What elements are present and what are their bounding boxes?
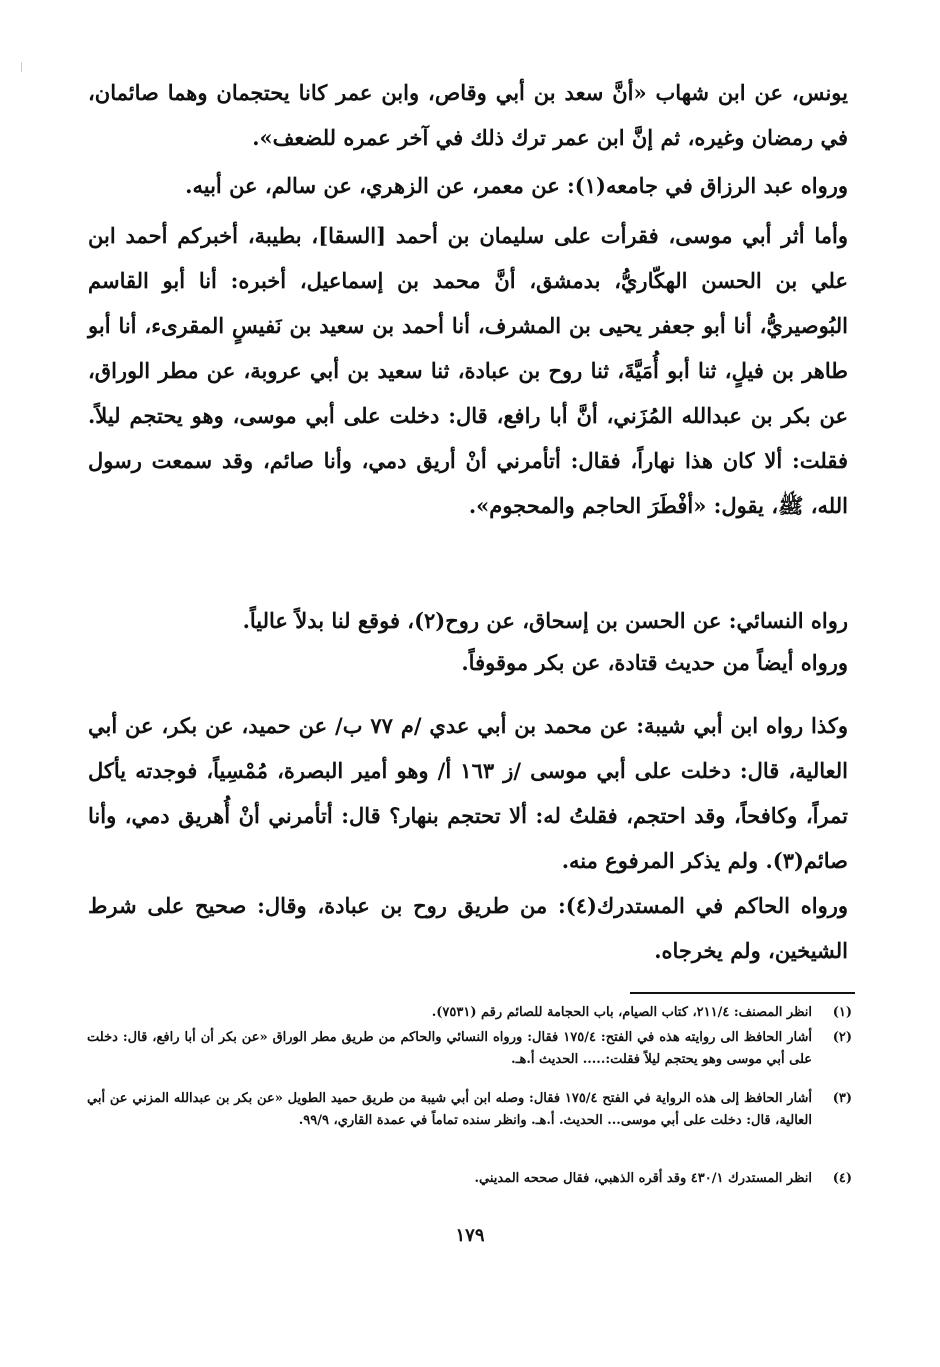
paragraph-qatada: ورواه أيضاً من حديث قتادة، عن بكر موقوفاً.	[461, 650, 848, 675]
footnote-text: انظر المستدرك ٤٣٠/١ وقد أقره الذهبي، فقال صححه المديني.	[474, 1171, 812, 1186]
footnote-text: أشار الحافظ الى روايته هذه في الفتح: ١٧٥/٤ فقال: ورواه النسائي والحاكم من طريق مطر الوراق «عن بكر أن أبا رافع، قال: دخلت على أبي موسى وهو يحتجم ليلاً فقلت:..... الحديث أ.هـ.	[87, 1030, 813, 1067]
footnote-1	[87, 1002, 852, 1024]
paragraph-abdulrazzaq: ورواه عبد الرزاق في جامعه(١): عن معمر، عن الزهري، عن سالم، عن أبيه.	[185, 173, 848, 198]
footnote-text: أشار الحافظ إلى هذه الرواية في الفتح ١٧٥/٤ فقال: وصله ابن أبي شيبة من طريق حميد الطويل «عن بكر بن عبدالله المزني عن أبي العالية، قال: دخلت على أبي موسى... الحديث. أ.هـ. وانظر سنده تماماً في عمدة القاري، ٩٩/٩.	[87, 1091, 812, 1128]
paragraph-ibn-abi-shaiba: وكذا رواه ابن أبي شيبة: عن محمد بن أبي عدي /م ٧٧ ب/ عن حميد، عن بكر، عن أبي العالية، قال: دخلت على أبي موسى /ز ١٦٣ أ/ وهو أمير البصرة، مُمْسِياً، فوجدته يأكل تمراً، وكافحاً، وقد احتجم، فقلتُ له: ألا تحتجم بنهار؟ قال: أتأمرني أنْ أُهريق دمي، وأنا صائم(٣). ولم يذكر المرفوع منه.	[88, 713, 849, 873]
paragraph-intro: يونس، عن ابن شهاب «أنَّ سعد بن أبي وقاص، وابن عمر كانا يحتجمان وهما صائمان، في رمضان وغيره، ثم إنَّ ابن عمر ترك ذلك في آخر عمره للضعف».	[88, 80, 848, 150]
footnote-number: (١)	[832, 1005, 852, 1020]
paragraph-hakim: ورواه الحاكم في المستدرك(٤): من طريق روح بن عبادة، وقال: صحيح على شرط الشيخين، ولم يخرجاه.	[88, 893, 848, 963]
page-number: ١٧٩	[455, 1225, 485, 1246]
footnote-number: (٢)	[832, 1030, 852, 1045]
footnote-number: (٤)	[832, 1171, 852, 1186]
paragraph-abu-musa: وأما أثر أبي موسى، فقرأت على سليمان بن أحمد [السقا]، بطيبة، أخبركم أحمد ابن علي بن الحسن الهكّاريُّ، بدمشق، أنَّ محمد بن إسماعيل، أخبره: أنا أبو القاسم البُوصيريُّ، أنا أبو جعفر يحيى بن المشرف، أنا أحمد بن سعيد بن نَفيسٍ المقرىء، أنا أبو طاهر بن فيلٍ، ثنا أبو أُمَيَّةَ، ثنا روح بن عبادة، ثنا سعيد بن أبي عروبة، عن مطر الوراق، عن بكر بن عبدالله المُزَني، أنَّ أبا رافع، قال: دخلت على أبي موسى، وهو يحتجم ليلاً. فقلت: ألا كان هذا نهاراً، فقال: أتأمرني أنْ أريق دمي، وأنا صائم، وقد سمعت رسول الله، ﷺ، يقول: «أفْطَرَ الحاجم والمحجوم».	[88, 223, 848, 518]
footnote-number: (٣)	[832, 1091, 852, 1106]
paragraph-nasai: رواه النسائي: عن الحسن بن إسحاق، عن روح(٢)، فوقع لنا بدلاً عالياً.	[242, 608, 848, 633]
footnote-text: انظر المصنف: ٢١١/٤، كتاب الصيام، باب الحجامة للصائم رقم (٧٥٣١).	[431, 1005, 812, 1020]
margin-mark	[21, 62, 22, 72]
footnote-3	[87, 1088, 852, 1132]
footnote-divider	[630, 992, 855, 994]
footnote-4	[87, 1168, 852, 1190]
footnote-2	[87, 1027, 852, 1071]
